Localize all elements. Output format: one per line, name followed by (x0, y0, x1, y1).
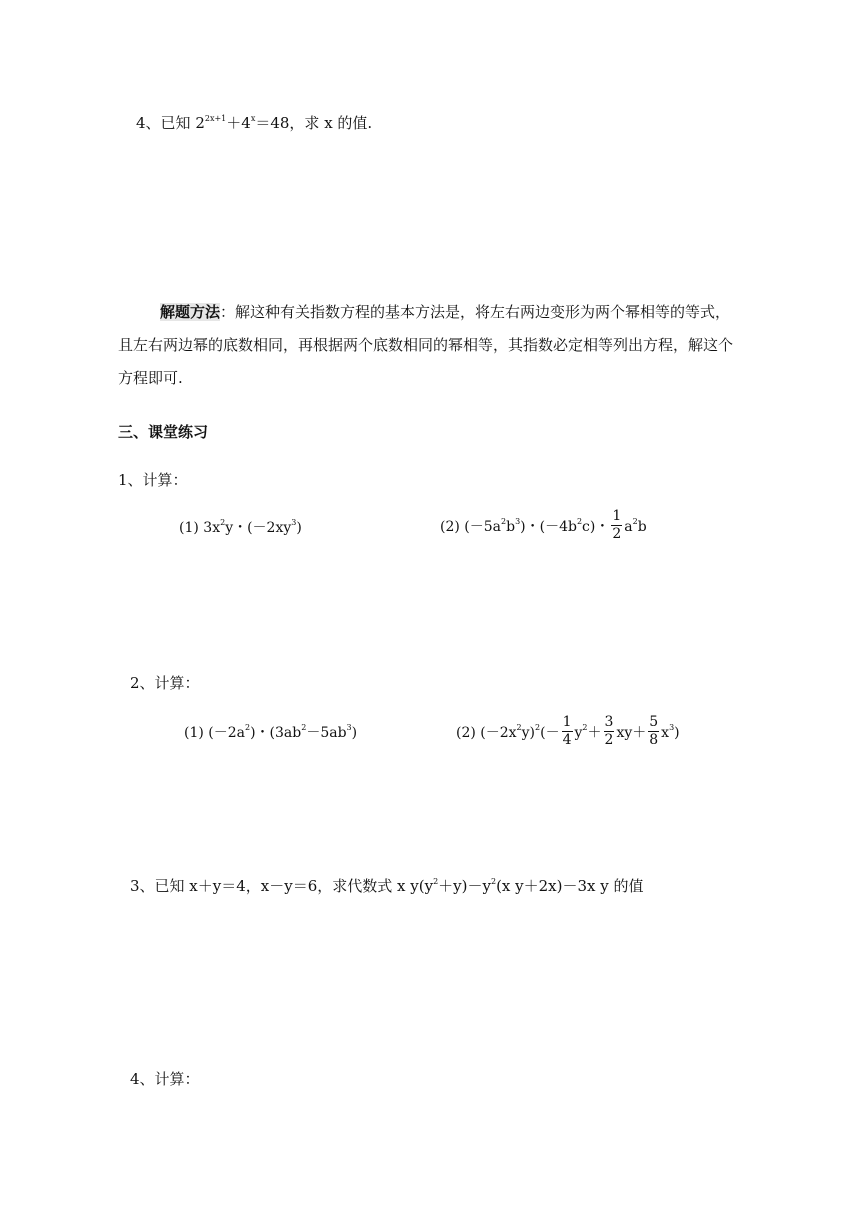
problem-4-lead: 4、已知 (136, 114, 191, 132)
problem-4-line (136, 113, 372, 133)
ex4-title: 4、计算： (130, 1070, 200, 1088)
problem-4-plus: ＋4 (226, 114, 251, 132)
problem-4-tail: ＝48，求 x 的值. (255, 114, 373, 132)
ex1-part2: (2) $(-5a^2b^3)$・$(-4b^2c)$・ $\frac{1}{2}$ $a^2b$ (440, 507, 647, 542)
section-title: 三、课堂练习 (118, 423, 209, 441)
ex1-title: 1、计算： (118, 471, 188, 489)
problem-4-exp2: x (250, 114, 256, 123)
method-paragraph (118, 296, 743, 395)
fraction-three-halves: $\frac{3}{2}$ (604, 713, 614, 748)
fraction-one-quarter: $\frac{1}{4}$ (562, 713, 572, 748)
ex3-line: 3、已知 x＋y＝4，x－y＝6，求代数式 x $y(y^2+y)-y^2(x$ y＋2x)－3x y 的值 (130, 877, 644, 895)
ex2-title: 2、计算： (130, 674, 200, 692)
problem-4-base: 2 (195, 114, 205, 132)
method-label: 解题方法 (160, 303, 221, 321)
ex2-part2: (2) $(-2x^2y)^2(-$ $\frac{1}{4}$ $y^2+$ $\frac{3}{2}$ xy＋ $\frac{5}{8}$ $x^3$) (456, 713, 680, 748)
ex2-part1: (1) $(-2a^2)$・$(3ab^2-5ab^3)$ (184, 723, 358, 741)
fraction-one-half: $\frac{1}{2}$ (612, 507, 622, 542)
problem-4-exp1: 2x+1 (204, 114, 227, 123)
method-text: ：解这种有关指数方程的基本方法是，将左右两边变形为两个幂相等的等式，且左右两边幂的底数相同，再根据两个底数相同的幂相等，其指数必定相等列出方程，解这个方程即可. (118, 303, 734, 387)
fraction-five-eighths: $\frac{5}{8}$ (649, 713, 659, 748)
ex1-part1: (1) $3x^2y$・$(-2xy^3)$ (179, 518, 302, 536)
